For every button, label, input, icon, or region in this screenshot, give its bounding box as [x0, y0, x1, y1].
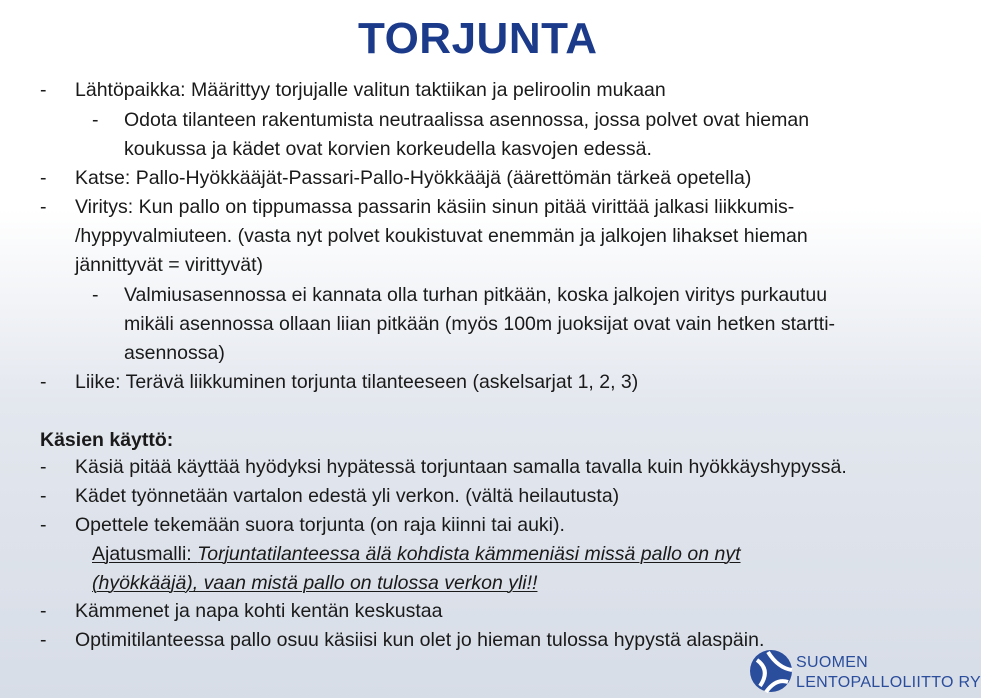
text-line: Liike: Terävä liikkuminen torjunta tilanteeseen (askelsarjat 1, 2, 3) — [75, 371, 639, 393]
thought-model-line — [92, 542, 741, 566]
logo-text-line1: SUOMEN — [796, 654, 869, 671]
thought-model-text: Torjuntatilanteessa älä kohdista kämmeniäsi missä pallo on nyt — [197, 543, 741, 565]
bullet-dash: - — [40, 600, 47, 622]
thought-model-label: Ajatusmalli: — [92, 543, 198, 565]
bullet-dash: - — [40, 371, 47, 393]
text-line: asennossa) — [124, 342, 225, 364]
text-line: Kädet työnnetään vartalon edestä yli verkon. (vältä heilautusta) — [75, 485, 620, 507]
bullet-dash: - — [92, 109, 99, 131]
text-line: Odota tilanteen rakentumista neutraalissa asennossa, jossa polvet ovat hieman — [124, 109, 810, 131]
bullet-dash: - — [40, 196, 47, 218]
text-line: koukussa ja kädet ovat korvien korkeudella kasvojen edessä. — [124, 138, 652, 160]
bullet-dash: - — [40, 456, 47, 478]
text-line: Optimitilanteessa pallo osuu käsiisi kun olet jo hieman tulossa hypystä alaspäin. — [75, 629, 765, 651]
text-line: jännittyvät = virittyvät) — [75, 254, 264, 276]
text-line: Katse: Pallo-Hyökkääjät-Passari-Pallo-Hyökkääjä (äärettömän tärkeä opetella) — [75, 167, 752, 189]
text-line: Kämmenet ja napa kohti kentän keskustaa — [75, 600, 443, 622]
section-heading: Käsien käyttö: — [40, 429, 174, 451]
text-line: Opettele tekemään suora torjunta (on raja kiinni tai auki). — [75, 514, 565, 536]
text-line: Lähtöpaikka: Määrittyy torjujalle valitun taktiikan ja peliroolin mukaan — [75, 79, 666, 101]
bullet-dash: - — [40, 79, 47, 101]
thought-model-text-cont: (hyökkääjä), vaan mistä pallo on tulossa verkon yli!! — [92, 572, 538, 594]
slide-title: TORJUNTA — [358, 14, 598, 63]
bullet-dash: - — [40, 167, 47, 189]
text-line: Valmiusasennossa ei kannata olla turhan pitkään, koska jalkojen viritys purkautuu — [124, 284, 828, 306]
text-line: mikäli asennossa ollaan liian pitkään (myös 100m juoksijat ovat vain hetken startti- — [124, 313, 836, 335]
bullet-dash: - — [92, 284, 99, 306]
text-line: /hyppyvalmiuteen. (vasta nyt polvet koukistuvat enemmän ja jalkojen lihakset hieman — [75, 225, 808, 247]
logo-text-line2: LENTOPALLOLIITTO RY — [796, 674, 981, 691]
bullet-dash: - — [40, 485, 47, 507]
text-line: Käsiä pitää käyttää hyödyksi hypätessä torjuntaan samalla tavalla kuin hyökkäyshypyssä. — [75, 456, 847, 478]
bullet-dash: - — [40, 629, 47, 651]
bullet-dash: - — [40, 514, 47, 536]
text-line: Viritys: Kun pallo on tippumassa passarin käsiin sinun pitää virittää jalkasi liikkumis- — [75, 196, 795, 218]
